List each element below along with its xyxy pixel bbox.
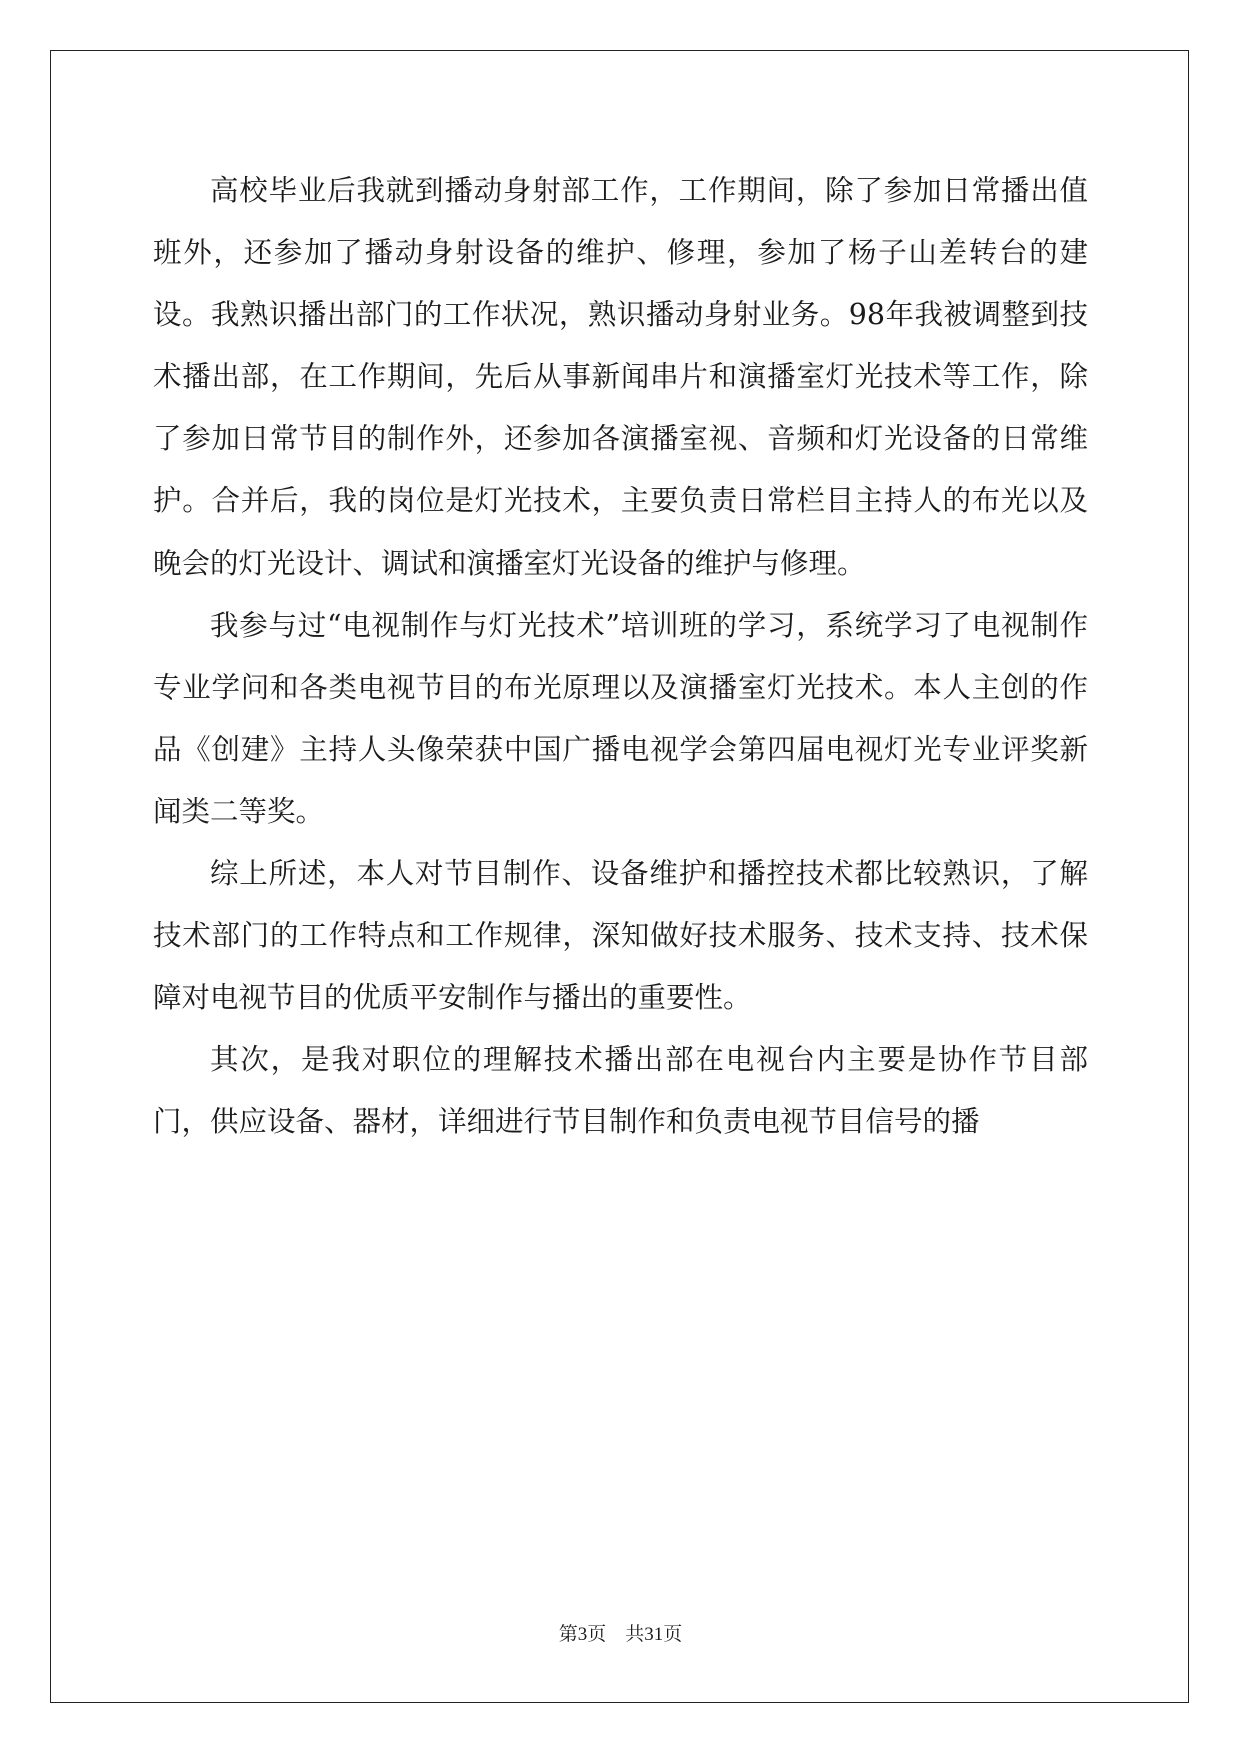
paragraph-3: 综上所述，本人对节目制作、设备维护和播控技术都比较熟识，了解技术部门的工作特点和工作规律，深知做好技术服务、技术支持、技术保障对电视节目的优质平安制作与播出的重要性。 bbox=[153, 857, 1088, 1015]
document-body bbox=[153, 160, 1088, 1154]
paragraph-2: 我参与过“电视制作与灯光技术”培训班的学习，系统学习了电视制作专业学问和各类电视节目的布光原理以及演播室灯光技术。本人主创的作品《创建》主持人头像荣获中国广播电视学会第四届电视灯光专业评奖新闻类二等奖。 bbox=[153, 608, 1088, 828]
paragraph-1: 高校毕业后我就到播动身射部工作，工作期间，除了参加日常播出值班外，还参加了播动身射设备的维护、修理，参加了杨子山差转台的建设。我熟识播出部门的工作状况，熟识播动身射业务。98年我被调整到技术播出部，在工作期间，先后从事新闻串片和演播室灯光技术等工作，除了参加日常节目的制作外，还参加各演播室视、音频和灯光设备的日常维护。合并后，我的岗位是灯光技术，主要负责日常栏目主持人的布光以及晚会的灯光设计、调试和演播室灯光设备的维护与修理。 bbox=[153, 174, 1088, 580]
paragraph-4: 其次，是我对职位的理解技术播出部在电视台内主要是协作节目部门，供应设备、器材，详细进行节目制作和负责电视节目信号的播 bbox=[153, 1043, 1088, 1139]
page-number-footer: 第3页 共31页 bbox=[558, 1624, 683, 1645]
